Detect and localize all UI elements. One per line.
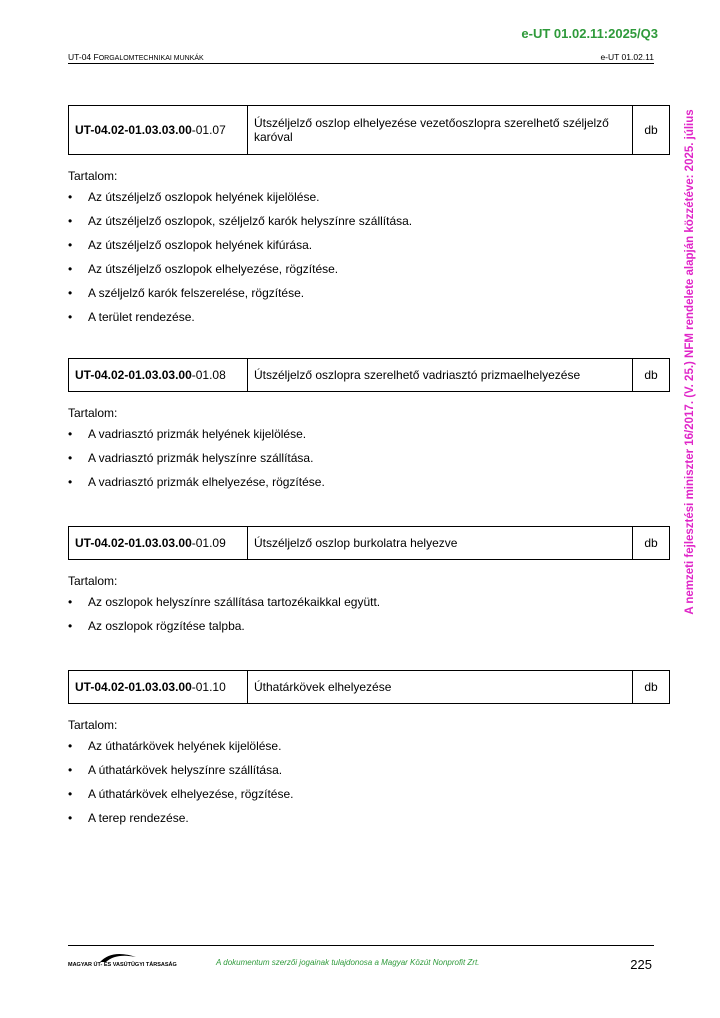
- list-item-text: A úthatárkövek helyszínre szállítása.: [88, 763, 283, 777]
- bullet-icon: •: [68, 427, 73, 441]
- list-item: [68, 737, 670, 761]
- list-item: [68, 785, 670, 809]
- item-code: [69, 106, 248, 155]
- item-code-suffix: -01.10: [191, 680, 226, 694]
- list-item-text: Az útszéljelző oszlopok helyének kifúrása.: [88, 238, 313, 252]
- item-description: Úthatárkövek elhelyezése: [248, 671, 633, 704]
- list-item-text: A terület rendezése.: [88, 310, 195, 324]
- list-item: [68, 593, 670, 617]
- list-item: [68, 284, 670, 308]
- logo-text: MAGYAR ÚT- ÉS VASÚTÜGYI TÁRSASÁG: [68, 962, 177, 968]
- list-item-text: Az útszéljelző oszlopok elhelyezése, rögzítése.: [88, 262, 339, 276]
- item-code-suffix: -01.07: [191, 123, 226, 137]
- item-code: [69, 359, 248, 392]
- bullet-icon: •: [68, 763, 73, 777]
- page-number: 225: [630, 957, 652, 972]
- item-code: [69, 671, 248, 704]
- list-item: [68, 809, 670, 833]
- item-description: Útszéljelző oszlop elhelyezése vezetőoszlopra szerelhető széljelző karóval: [248, 106, 633, 155]
- list-item: [68, 188, 670, 212]
- content-label: Tartalom:: [68, 718, 118, 732]
- item-code-bold: UT-04.02-01.03.03.00: [75, 680, 192, 694]
- bullet-icon: •: [68, 310, 73, 324]
- list-item: [68, 449, 670, 473]
- content-label: Tartalom:: [68, 169, 118, 183]
- bullet-icon: •: [68, 811, 73, 825]
- header-doc-ref: e-UT 01.02.11: [600, 52, 654, 62]
- list-item: [68, 212, 670, 236]
- content-list: [68, 425, 670, 497]
- item-unit: db: [633, 106, 670, 155]
- list-item-text: Az oszlopok rögzítése talpba.: [88, 619, 245, 633]
- list-item: [68, 617, 670, 641]
- item-code-bold: UT-04.02-01.03.03.00: [75, 536, 192, 550]
- item-unit: db: [633, 671, 670, 704]
- item-table: [68, 105, 670, 155]
- list-item-text: Az oszlopok helyszínre szállítása tartozékaikkal együtt.: [88, 595, 381, 609]
- header-section-prefix: UT-04 F: [68, 52, 99, 62]
- footer-divider: [68, 945, 654, 946]
- doc-code: e-UT 01.02.11:2025/Q3: [521, 26, 658, 41]
- bullet-icon: •: [68, 739, 73, 753]
- list-item: [68, 260, 670, 284]
- item-table: [68, 358, 670, 392]
- bullet-icon: •: [68, 787, 73, 801]
- list-item: [68, 308, 670, 332]
- item-section: [68, 670, 670, 833]
- list-item-text: A vadriasztó prizmák helyének kijelölése.: [88, 427, 307, 441]
- list-item-text: A vadriasztó prizmák helyszínre szállítása.: [88, 451, 314, 465]
- content-label: Tartalom:: [68, 406, 118, 420]
- item-description: Útszéljelző oszlop burkolatra helyezve: [248, 527, 633, 560]
- list-item-text: A vadriasztó prizmák elhelyezése, rögzítése.: [88, 475, 325, 489]
- item-unit: db: [633, 359, 670, 392]
- item-code-bold: UT-04.02-01.03.03.00: [75, 123, 192, 137]
- bullet-icon: •: [68, 451, 73, 465]
- header-section-smallcaps: ORGALOMTECHNIKAI MUNKÁK: [98, 55, 204, 62]
- list-item: [68, 425, 670, 449]
- content-list: [68, 593, 670, 641]
- header-divider: [68, 63, 654, 64]
- list-item: [68, 761, 670, 785]
- bullet-icon: •: [68, 286, 73, 300]
- list-item-text: A széljelző karók felszerelése, rögzítése.: [88, 286, 305, 300]
- item-code: [69, 527, 248, 560]
- list-item-text: Az útszéljelző oszlopok helyének kijelölése.: [88, 190, 320, 204]
- item-description: Útszéljelző oszlopra szerelhető vadriasztó prizmaelhelyezése: [248, 359, 633, 392]
- item-code-suffix: -01.09: [191, 536, 226, 550]
- header-section-title: [68, 52, 204, 62]
- item-section: [68, 358, 670, 497]
- list-item-text: Az úthatárkövek helyének kijelölése.: [88, 739, 282, 753]
- list-item-text: A úthatárkövek elhelyezése, rögzítése.: [88, 787, 294, 801]
- list-item: [68, 236, 670, 260]
- copyright-notice: A dokumentum szerzői jogainak tulajdonosa a Magyar Közút Nonprofit Zrt.: [216, 958, 480, 967]
- item-section: [68, 105, 670, 332]
- item-table: [68, 670, 670, 704]
- list-item-text: A terep rendezése.: [88, 811, 189, 825]
- society-logo: [68, 951, 177, 975]
- content-list: [68, 737, 670, 833]
- bullet-icon: •: [68, 214, 73, 228]
- item-unit: db: [633, 527, 670, 560]
- bullet-icon: •: [68, 475, 73, 489]
- bullet-icon: •: [68, 190, 73, 204]
- content-list: [68, 188, 670, 332]
- side-note: A nemzeti fejlesztési miniszter 16/2017. (V. 25.) NFM rendelete alapján közzétéve: 2025. július: [684, 109, 696, 615]
- item-section: [68, 526, 670, 641]
- item-code-bold: UT-04.02-01.03.03.00: [75, 368, 192, 382]
- list-item-text: Az útszéljelző oszlopok, széljelző karók helyszínre szállítása.: [88, 214, 413, 228]
- bullet-icon: •: [68, 238, 73, 252]
- bullet-icon: •: [68, 595, 73, 609]
- list-item: [68, 473, 670, 497]
- item-table: [68, 526, 670, 560]
- bullet-icon: •: [68, 619, 73, 633]
- content-label: Tartalom:: [68, 574, 118, 588]
- item-code-suffix: -01.08: [191, 368, 226, 382]
- bullet-icon: •: [68, 262, 73, 276]
